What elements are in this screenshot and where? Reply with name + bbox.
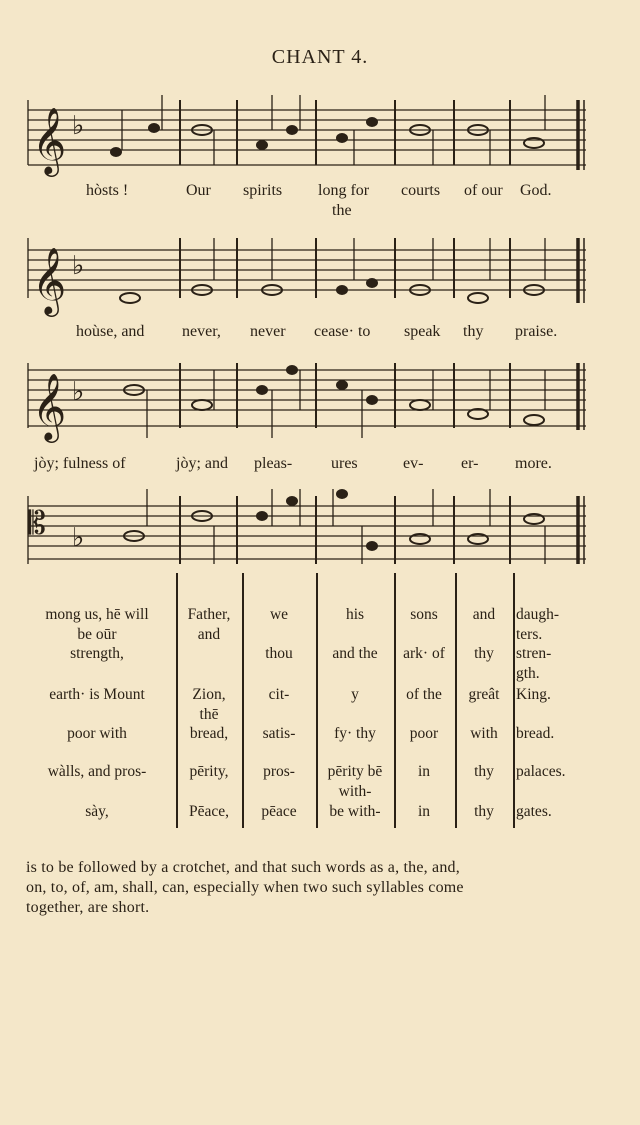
table-cell: be with- <box>329 803 381 820</box>
staff-1 <box>0 90 640 180</box>
table-cell: Pēace, <box>188 803 229 820</box>
staff-1-lyrics <box>0 182 640 222</box>
table-cell: sons <box>410 606 438 623</box>
table-cell: wàlls, and pros- <box>47 763 147 780</box>
table-cell: of the <box>406 686 442 703</box>
footnote-line: on, to, of, am, shall, can, especially when two such syllables come <box>26 879 464 896</box>
svg-text:♭: ♭ <box>72 523 85 553</box>
table-cell: King. <box>516 686 551 703</box>
table-cell: thy <box>474 763 494 780</box>
footnote <box>26 858 616 918</box>
table-cell: his <box>345 606 365 623</box>
lyric: ures <box>331 455 358 472</box>
table-cell: with- <box>338 783 372 800</box>
lyric: er- <box>461 455 479 472</box>
table-cell: be oūr <box>77 626 117 643</box>
svg-text:𝄞: 𝄞 <box>32 372 67 440</box>
svg-text:𝄞: 𝄞 <box>32 106 67 174</box>
lyric: jòy; and <box>176 455 228 472</box>
lyric: jòy; fulness of <box>34 455 126 472</box>
table-cell: satis- <box>262 725 296 742</box>
table-cell: pros- <box>263 763 295 780</box>
lyric: long for <box>318 182 370 199</box>
footnote-line: is to be followed by a crotchet, and that such words as a, the, and, <box>26 859 460 876</box>
svg-text:𝄞: 𝄞 <box>32 246 67 314</box>
svg-text:♭: ♭ <box>72 377 85 407</box>
staff-2-lyrics <box>0 323 640 363</box>
table-cell: in <box>417 803 431 820</box>
lyric: more. <box>515 455 552 472</box>
table-cell: and the <box>332 645 378 662</box>
lyric: pleas- <box>254 455 293 472</box>
table-cell: and <box>197 626 221 643</box>
table-cell: earth· is Mount <box>49 686 145 703</box>
lyric: never <box>250 323 286 340</box>
table-cell: sày, <box>85 803 109 820</box>
table-cell: ark· of <box>403 645 445 662</box>
table-cell: thē <box>199 706 219 723</box>
lyric: hoùse, and <box>76 323 145 340</box>
table-cell: thy <box>474 645 494 662</box>
svg-text:𝄡: 𝄡 <box>28 504 46 542</box>
staff-2 <box>0 228 640 318</box>
lyric: thy <box>463 323 484 340</box>
lyric: ev- <box>403 455 424 472</box>
page-title: CHANT 4. <box>271 46 369 68</box>
words-table <box>0 573 640 833</box>
lyric: courts <box>401 182 441 199</box>
table-cell: poor with <box>67 725 127 742</box>
lyric: speak <box>404 323 441 340</box>
table-cell: gates. <box>516 803 552 820</box>
footnote-line: together, are short. <box>26 899 150 916</box>
table-cell: in <box>417 763 431 780</box>
staff-3 <box>0 358 640 453</box>
table-cell: greât <box>468 686 500 703</box>
table-cell: fy· thy <box>334 725 376 742</box>
table-cell: ters. <box>516 626 543 643</box>
table-cell: we <box>269 606 289 623</box>
table-cell: y <box>351 686 359 703</box>
table-cell: with <box>470 725 498 742</box>
lyric: hòsts ! <box>86 182 129 199</box>
table-cell: palaces. <box>516 763 566 780</box>
table-cell: bread, <box>189 725 229 742</box>
svg-text:♭: ♭ <box>72 111 85 141</box>
table-cell: Zion, <box>192 686 226 703</box>
table-cell: stren- <box>516 645 552 662</box>
table-cell: bread. <box>516 725 555 742</box>
lyric: never, <box>182 323 221 340</box>
table-cell: thy <box>474 803 494 820</box>
table-cell: pērity, <box>189 763 229 780</box>
lyric: the <box>332 202 352 219</box>
lyric: spirits <box>243 182 283 199</box>
table-cell: gth. <box>516 665 540 682</box>
table-cell: strength, <box>70 645 124 662</box>
table-cell: pērity bē <box>327 763 383 780</box>
table-cell: Father, <box>187 606 231 623</box>
lyric: of our <box>464 182 503 199</box>
lyric: cease· to <box>314 323 371 340</box>
table-cell: cit- <box>268 686 290 703</box>
table-cell: thou <box>265 645 293 662</box>
table-cell: pēace <box>261 803 297 820</box>
table-cell: and <box>472 606 496 623</box>
staff-4 <box>0 484 640 574</box>
lyric: God. <box>520 182 552 199</box>
svg-text:♭: ♭ <box>72 251 85 281</box>
lyric: praise. <box>515 323 558 340</box>
table-cell: poor <box>409 725 439 742</box>
lyric: Our <box>186 182 211 199</box>
table-cell: daugh- <box>516 606 560 623</box>
table-cell: mong us, hē will <box>45 606 149 623</box>
